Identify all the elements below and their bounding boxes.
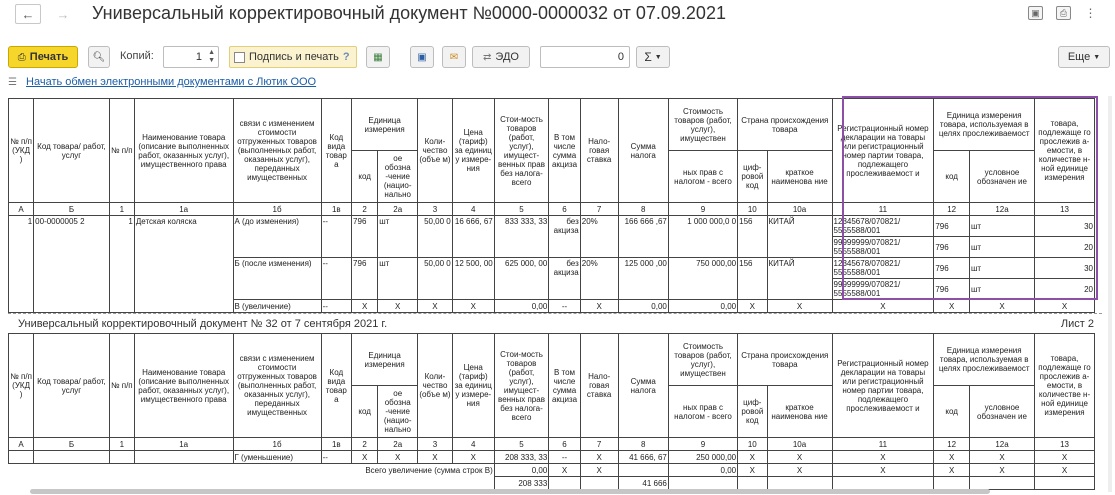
x-cell: X (378, 451, 418, 464)
edo-exchange-row (8, 76, 316, 88)
envelope-icon: ✉ (449, 51, 459, 63)
code-cell: 2 (352, 438, 378, 451)
hdr-trace-unit: Единица измерения товара, используемая в целях прослеживаемост (934, 99, 1035, 151)
decrease-total: 250 000,00 (668, 451, 737, 464)
sign-and-print-checkbox[interactable] (229, 46, 357, 68)
unit-code: 796 (352, 258, 378, 300)
print-form-sheet[interactable] (8, 94, 1102, 495)
empty-cell (832, 477, 934, 490)
country-name-before: КИТАЙ (767, 216, 832, 258)
total-decrease-tax: 41 666 (618, 477, 668, 490)
hdr-np: № п/п (109, 99, 134, 203)
code-cell: Б (34, 203, 110, 216)
code-cell: 10 (738, 438, 767, 451)
code-cell: 5 (494, 203, 549, 216)
qty-after: 50,00 0 (418, 258, 453, 300)
empty-cell (1035, 477, 1095, 490)
x-cell: X (418, 300, 453, 313)
empty-cell (109, 451, 134, 464)
trace-code: 796 (934, 237, 970, 258)
preview-button[interactable] (88, 46, 110, 68)
more-vertical-icon[interactable]: ⋮ (1084, 6, 1097, 20)
x-cell: X (969, 451, 1034, 464)
hdr-change: связи с изменением стоимости отгруженных товаров (выполненных работ, оказанных услуг), переданных имущественных (233, 334, 321, 438)
copies-label: Копий: (120, 50, 154, 62)
kind-cell: -- (321, 300, 351, 313)
country-code-before: 156 (738, 216, 767, 258)
x-cell: X (832, 451, 934, 464)
unit-code: 796 (352, 216, 378, 258)
code-cell: 1 (109, 203, 134, 216)
code-cell: 10а (767, 438, 832, 451)
hdr-total2: ных прав с налогом - всего (668, 151, 737, 203)
code-cell: 1б (233, 438, 321, 451)
chevron-down-icon: ▼ (1093, 53, 1101, 61)
hdr-change: связи с изменением стоимости отгруженных товаров (выполненных работ, оказанных услуг), переданных имущественных (233, 99, 321, 203)
x-cell: X (452, 300, 494, 313)
forward-arrow-icon[interactable]: → (50, 4, 76, 24)
sigma-icon: Σ (644, 50, 652, 64)
table-row-before (9, 216, 1095, 237)
increase-total: 0,00 (668, 300, 737, 313)
sheet2-page: Лист 2 (1060, 318, 1094, 330)
kind-cell: -- (321, 258, 351, 300)
x-cell: X (352, 451, 378, 464)
more-button-label: Еще (1067, 51, 1091, 63)
x-cell: X (934, 451, 970, 464)
code-cell: 3 (418, 203, 453, 216)
x-cell: X (738, 464, 767, 477)
hdr-trace-qty: товара, подлежаще го прослежив а-емости, в количестве н-ной единице измерения (1035, 334, 1095, 438)
code-cell: А (9, 203, 34, 216)
country-code-after: 156 (738, 258, 767, 300)
x-cell: X (738, 451, 767, 464)
title-bar (0, 0, 1115, 30)
hdr-unit: Единица измерения (352, 99, 418, 151)
empty-cell (618, 464, 668, 477)
excise-cell: -- (549, 451, 580, 464)
excise-cell: -- (549, 300, 580, 313)
email-button[interactable] (442, 46, 466, 68)
edo-icon: ⇄ (483, 51, 492, 63)
x-cell: X (352, 300, 378, 313)
x-cell: X (580, 464, 618, 477)
reg-number: 99999999/070821/ 5555588/001 (832, 279, 934, 300)
code-cell: 1 (109, 438, 134, 451)
hdr-trace-name: условное обозначен ие (969, 386, 1034, 438)
reg-number: 99999999/070821/ 5555588/001 (832, 237, 934, 258)
start-exchange-link[interactable]: Начать обмен электронными документами с Лютик ООО (26, 76, 317, 88)
x-cell: X (378, 300, 418, 313)
hdr-excise: В том числе сумма акциза (549, 334, 580, 438)
tax-before: 166 666 ,67 (618, 216, 668, 258)
hdr-tax: Сумма налога (618, 99, 668, 203)
trace-qty: 20 (1035, 237, 1095, 258)
code-cell: 2а (378, 438, 418, 451)
trace-name: шт (969, 279, 1034, 300)
hdr-price: Цена (тариф) за единиц у измере-ния (452, 99, 494, 203)
sheet2-title: Универсальный корректировочный документ № 32 от 7 сентября 2021 г. (18, 318, 388, 330)
trace-name: шт (969, 258, 1034, 279)
document-title: Универсальный корректировочный документ №0000-0000032 от 07.09.2021 (92, 3, 726, 23)
empty-cell (34, 451, 110, 464)
x-cell: X (738, 300, 767, 313)
x-cell: X (1035, 300, 1095, 313)
code-cell: 4 (452, 438, 494, 451)
sum-field[interactable] (540, 46, 630, 68)
hdr-unit-code: код (352, 151, 378, 203)
increase-tax: 0,00 (618, 300, 668, 313)
x-cell: X (549, 464, 580, 477)
x-cell: X (832, 300, 934, 313)
hdr-excise: В том числе сумма акциза (549, 99, 580, 203)
horizontal-scrollbar[interactable] (30, 489, 990, 494)
x-cell: X (1035, 464, 1095, 477)
print-button-label: Печать (29, 51, 69, 63)
code-cell: 7 (580, 203, 618, 216)
reg-number: 12345678/070821/ 5555588/001 (832, 258, 934, 279)
x-cell: X (969, 464, 1034, 477)
hdr-trace-qty: товара, подлежаще го прослежив а-емости, в количестве н-ной единице измерения (1035, 99, 1095, 203)
sign-and-print-label: Подпись и печать (249, 51, 339, 63)
code-cell: Б (34, 438, 110, 451)
code-cell: 4 (452, 203, 494, 216)
country-name-after: КИТАЙ (767, 258, 832, 300)
x-cell: X (767, 451, 832, 464)
edit-table-icon: ▦ (373, 51, 383, 63)
edit-table-button[interactable] (366, 46, 390, 68)
floppy-icon: ▣ (417, 51, 427, 63)
excise-after: без акциза (549, 258, 580, 300)
hdr-code: Код товара/ работ, услуг (34, 99, 110, 203)
hdr-total2: ных прав с налогом - всего (668, 386, 737, 438)
sigma-button[interactable] (636, 46, 670, 68)
code-cell: 9 (668, 438, 737, 451)
decrease-label: Г (уменьшение) (233, 451, 321, 464)
empty-cell (9, 451, 34, 464)
unit-name: шт (378, 258, 418, 300)
table-row-total-increase (9, 464, 1095, 477)
unit-name: шт (378, 216, 418, 258)
code-cell: А (9, 438, 34, 451)
x-cell: X (418, 451, 453, 464)
x-cell: X (452, 451, 494, 464)
checkbox-icon[interactable] (234, 52, 245, 63)
code-cell: 3 (418, 438, 453, 451)
x-cell: X (934, 300, 970, 313)
x-cell: X (934, 464, 970, 477)
x-cell: X (969, 300, 1034, 313)
total-decrease-cost: 208 333 (494, 477, 549, 490)
item-np: 1 (109, 216, 134, 313)
cost-after: 625 000, 00 (494, 258, 549, 300)
empty-cell (134, 451, 233, 464)
empty-cell (738, 477, 767, 490)
hdr-reg: Регистрационный номер декларации на товары или регистрационный номер партии товара, подлежащего прослеживаемост и (832, 334, 934, 438)
hdr-country-name: краткое наименова ние (767, 151, 832, 203)
hdr-unit-name: ое обозна -чение (нацио-нально (378, 386, 418, 438)
vertical-scrollbar[interactable] (1108, 96, 1112, 492)
reg-number: 12345678/070821/ 5555588/001 (832, 216, 934, 237)
trace-code: 796 (934, 279, 970, 300)
hdr-trace-name: условное обозначен ие (969, 151, 1034, 203)
code-cell: 1а (134, 438, 233, 451)
tax-after: 125 000 ,00 (618, 258, 668, 300)
trace-qty: 30 (1035, 258, 1095, 279)
price-after: 12 500, 00 (452, 258, 494, 300)
hdr-country: Страна происхождения товара (738, 334, 832, 386)
code-cell: 11 (832, 438, 934, 451)
code-cell: 8 (618, 438, 668, 451)
after-label: Б (после изменения) (233, 258, 321, 300)
trace-code: 796 (934, 258, 970, 279)
toolbar (0, 42, 1115, 70)
code-cell: 7 (580, 438, 618, 451)
sum-value: 0 (617, 51, 624, 63)
rate-after: 20% (580, 258, 618, 300)
code-cell: 8 (618, 203, 668, 216)
decrease-tax: 41 666, 67 (618, 451, 668, 464)
code-cell: 2а (378, 203, 418, 216)
empty-cell (549, 477, 580, 490)
code-cell: 1б (233, 203, 321, 216)
x-cell: X (580, 451, 618, 464)
hdr-num: № п/п (УКД ) (9, 99, 34, 203)
excise-before: без акциза (549, 216, 580, 258)
hdr-name: Наименование товара (описание выполненных работ, оказанных услуг), имущественного права (134, 334, 233, 438)
save-icon[interactable]: ▣ (1028, 6, 1043, 20)
hdr-kind: Код вида товар а (321, 99, 351, 203)
edo-button-label: ЭДО (495, 51, 519, 63)
x-cell: X (1035, 451, 1095, 464)
table-row-total-decrease (9, 477, 1095, 490)
hdr-cost: Стои-мость товаров (работ, услуг), имущест-венных прав без налога-всего (494, 99, 549, 203)
print-button[interactable] (8, 46, 78, 68)
magnifier-icon: 🔍︎ (92, 51, 106, 63)
kind-cell: -- (321, 216, 351, 258)
hdr-cost: Стои-мость товаров (работ, услуг), имущест-венных прав без налога-всего (494, 334, 549, 438)
copies-input[interactable] (163, 46, 219, 68)
code-cell: 12 (934, 203, 970, 216)
hdr-rate: Нало-говая ставка (580, 99, 618, 203)
hdr-tax: Сумма налога (618, 334, 668, 438)
kind-cell: -- (321, 451, 351, 464)
hdr-unit: Единица измерения (352, 334, 418, 386)
hdr-qty: Коли-чество (объе м) (418, 334, 453, 438)
page-separator (8, 313, 1102, 314)
trace-name: шт (969, 237, 1034, 258)
edo-button[interactable] (472, 46, 530, 68)
copies-value: 1 (195, 51, 202, 63)
hdr-kind: Код вида товар а (321, 334, 351, 438)
trace-code: 796 (934, 216, 970, 237)
empty-cell (668, 477, 737, 490)
trace-qty: 20 (1035, 279, 1095, 300)
qty-before: 50,00 0 (418, 216, 453, 258)
hdr-name: Наименование товара (описание выполненных работ, оказанных услуг), имущественного права (134, 99, 233, 203)
hdr-country: Страна происхождения товара (738, 99, 832, 151)
item-name: Детская коляска (134, 216, 233, 313)
hdr-rate: Нало-говая ставка (580, 334, 618, 438)
code-cell: 1а (134, 203, 233, 216)
code-row (9, 203, 1095, 216)
item-code: 00-0000005 2 (34, 216, 110, 313)
code-cell: 13 (1035, 438, 1095, 451)
table-row-decrease (9, 451, 1095, 464)
code-cell: 11 (832, 203, 934, 216)
print-icon[interactable]: ⎙ (1056, 6, 1071, 20)
code-cell: 2 (352, 203, 378, 216)
hdr-reg: Регистрационный номер декларации на товары или регистрационный номер партии товара, подлежащего прослеживаемост и (832, 99, 934, 203)
hdr-code: Код товара/ работ, услуг (34, 334, 110, 438)
x-cell: X (580, 300, 618, 313)
code-cell: 12 (934, 438, 970, 451)
empty-cell (9, 477, 495, 490)
x-cell: X (767, 300, 832, 313)
x-cell: X (832, 464, 934, 477)
hdr-trace-unit: Единица измерения товара, используемая в целях прослеживаемост (934, 334, 1035, 386)
empty-cell (934, 477, 970, 490)
hdr-num: № п/п (УКД ) (9, 334, 34, 438)
price-before: 16 666, 67 (452, 216, 494, 258)
printer-icon: ⎙ (17, 51, 26, 63)
rate-before: 20% (580, 216, 618, 258)
code-cell: 9 (668, 203, 737, 216)
save-doc-button[interactable] (410, 46, 434, 68)
more-button[interactable] (1058, 46, 1110, 68)
corrective-table-page1 (8, 98, 1095, 313)
increase-label: В (увеличение) (233, 300, 321, 313)
code-cell: 5 (494, 438, 549, 451)
x-cell: X (767, 464, 832, 477)
total-before: 1 000 000,0 0 (668, 216, 737, 258)
hdr-trace-code: код (934, 386, 970, 438)
trace-qty: 30 (1035, 216, 1095, 237)
code-cell: 6 (549, 203, 580, 216)
code-cell: 10 (738, 203, 767, 216)
total-increase-cost: 0,00 (494, 464, 549, 477)
empty-cell (767, 477, 832, 490)
hdr-country-code: циф-ровой код (738, 386, 767, 438)
trace-name: шт (969, 216, 1034, 237)
hdr-total: Стоимость товаров (работ, услуг), имуществен (668, 99, 737, 151)
code-cell: 12а (969, 438, 1034, 451)
code-cell: 6 (549, 438, 580, 451)
hdr-unit-code: код (352, 386, 378, 438)
chevron-down-icon: ▼ (654, 53, 662, 61)
code-cell: 1в (321, 438, 351, 451)
total-after: 750 000,00 (668, 258, 737, 300)
empty-cell (580, 477, 618, 490)
exchange-icon: ☰ (8, 77, 17, 88)
hdr-total: Стоимость товаров (работ, услуг), имуществен (668, 334, 737, 386)
before-label: А (до изменения) (233, 216, 321, 258)
hdr-trace-code: код (934, 151, 970, 203)
code-cell: 10а (767, 203, 832, 216)
code-cell: 13 (1035, 203, 1095, 216)
help-mark[interactable]: ? (342, 51, 350, 63)
item-num: 1 (9, 216, 34, 313)
empty-cell (969, 477, 1034, 490)
decrease-cost: 208 333, 33 (494, 451, 549, 464)
hdr-country-name: краткое наименова ние (767, 386, 832, 438)
code-row (9, 438, 1095, 451)
hdr-country-code: циф-ровой код (738, 151, 767, 203)
total-increase-label: Всего увеличение (сумма строк В) (9, 464, 495, 477)
cost-before: 833 333, 33 (494, 216, 549, 258)
hdr-np: № п/п (109, 334, 134, 438)
code-cell: 12а (969, 203, 1034, 216)
increase-cost: 0,00 (494, 300, 549, 313)
hdr-unit-name: ое обозна -чение (нацио-нально (378, 151, 418, 203)
hdr-price: Цена (тариф) за единиц у измере-ния (452, 334, 494, 438)
total-increase-total: 0,00 (668, 464, 737, 477)
hdr-qty: Коли-чество (объе м) (418, 99, 453, 203)
code-cell: 1в (321, 203, 351, 216)
back-arrow-icon[interactable]: ← (15, 4, 41, 24)
spin-arrows-icon[interactable]: ▲ ▼ (208, 49, 215, 64)
corrective-table-page2 (8, 333, 1095, 490)
